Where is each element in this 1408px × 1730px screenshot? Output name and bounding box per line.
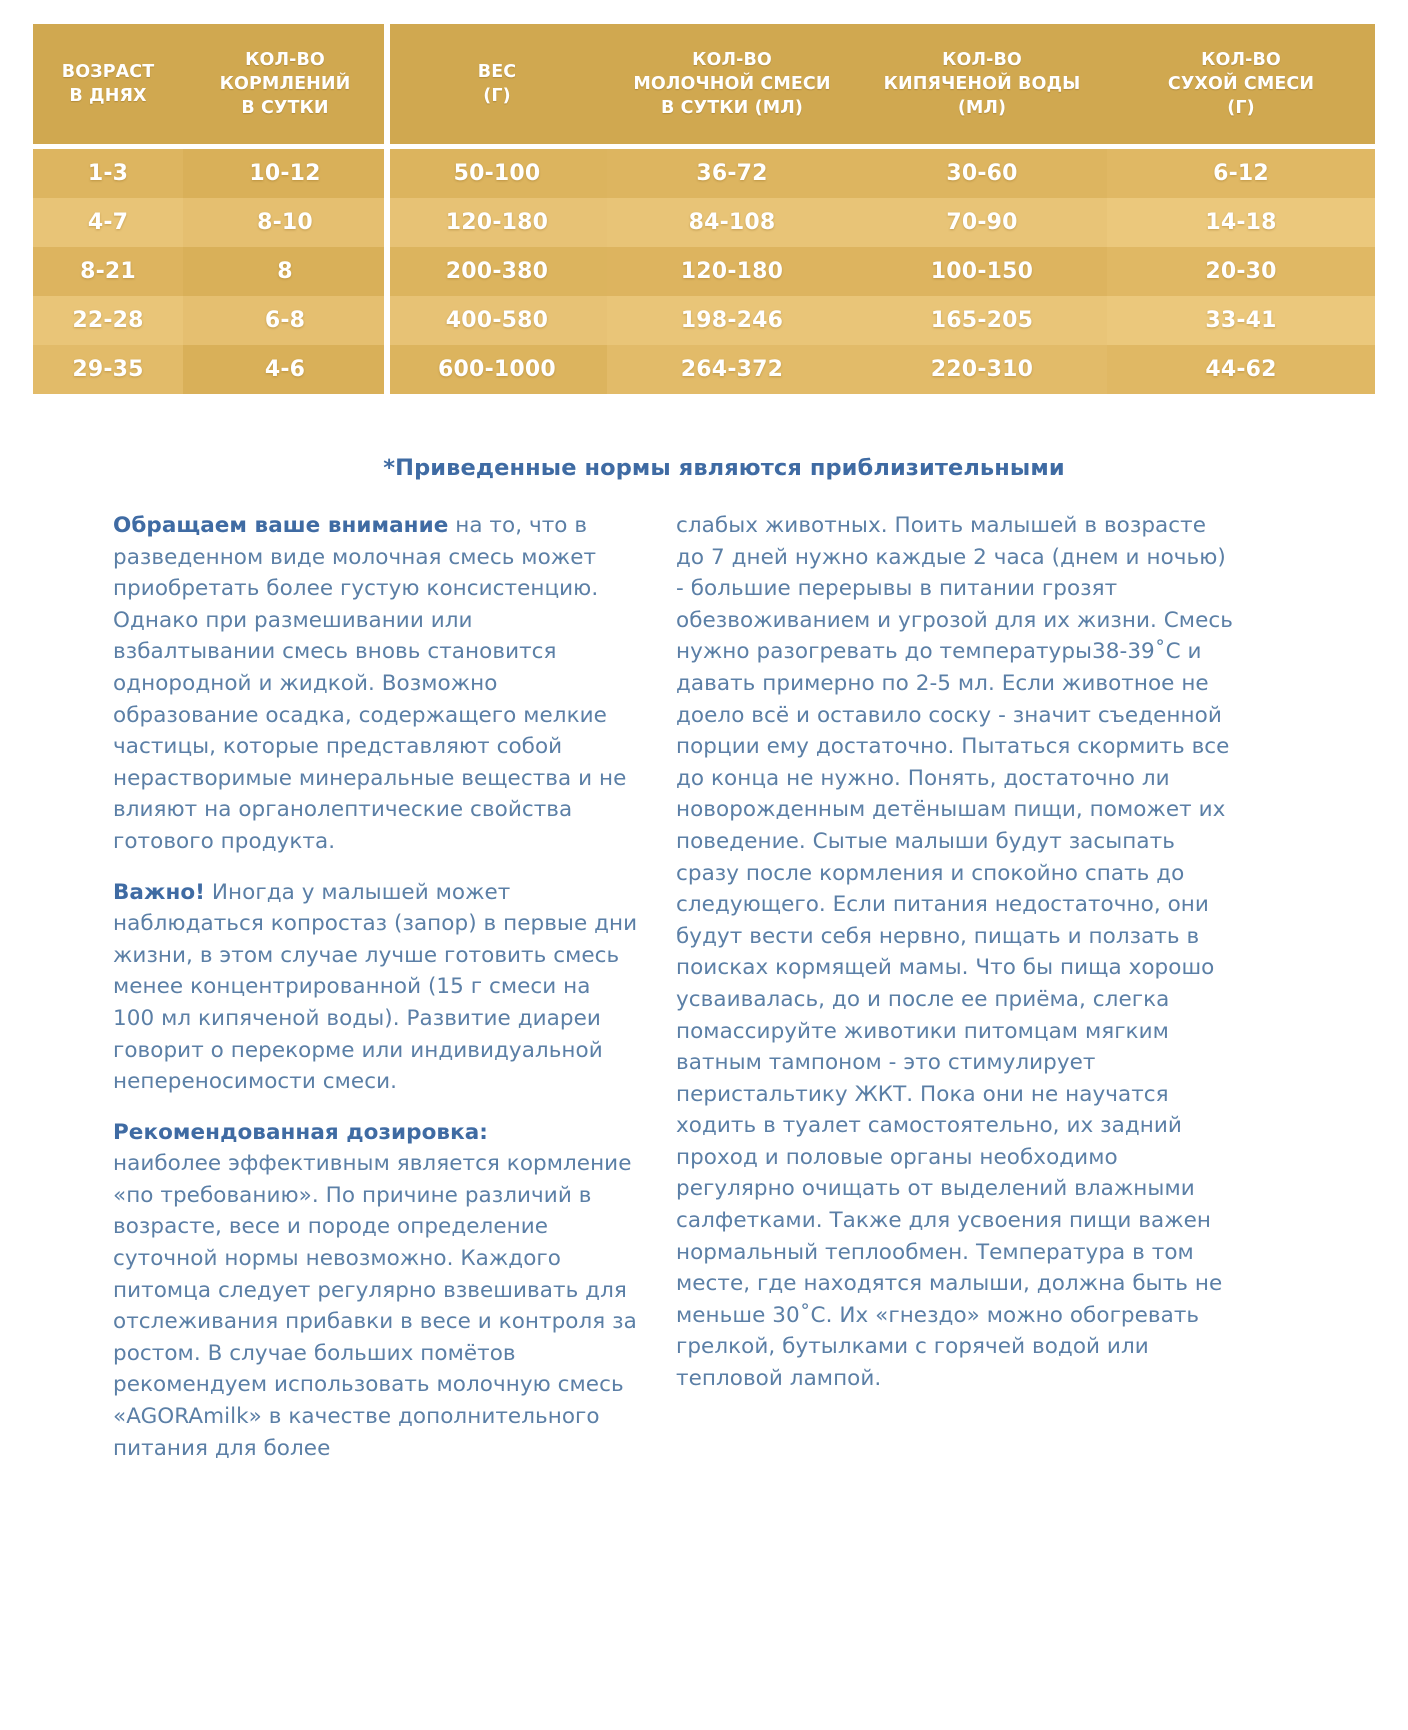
cell-age: 29-35 <box>33 345 183 394</box>
column-header-milk-formula-per-day <box>607 24 857 144</box>
table-row <box>33 198 1375 247</box>
cell-dry-formula: 20-30 <box>1107 247 1375 296</box>
paragraph-important <box>113 877 638 1098</box>
paragraph-attention <box>113 510 638 858</box>
cell-age: 1-3 <box>33 149 183 198</box>
attention-body-text: на то, что в разведенном виде молочная смесь может приобретать более густую консистенцию. Однако при размешивании или взбалтывании смесь вновь становится однородной и жидкой. Возможно образование осадка, содержащего мелкие частицы, которые представляют собой нерастворимые минеральные вещества и не влияют на органолептические свойства готового продукта. <box>113 513 627 854</box>
header-line: СУХОЙ СМЕСИ <box>1167 73 1315 94</box>
cell-milk-formula: 36-72 <box>607 149 857 198</box>
header-line: КОЛ-ВО <box>942 49 1022 70</box>
column-header-feedings-per-day <box>183 24 387 144</box>
approximate-norms-note: *Приведенные нормы являются приблизительными <box>383 455 1065 481</box>
cell-dry-formula: 6-12 <box>1107 149 1375 198</box>
cell-dry-formula: 14-18 <box>1107 198 1375 247</box>
feeding-norms-table <box>33 24 1375 394</box>
header-line: МОЛОЧНОЙ СМЕСИ <box>633 73 831 94</box>
cell-weight: 50-100 <box>387 149 607 198</box>
cell-milk-formula: 198-246 <box>607 296 857 345</box>
cell-age: 8-21 <box>33 247 183 296</box>
column-header-weight <box>387 24 607 144</box>
important-body-text: Иногда у малышей может наблюдаться копростаз (запор) в первые дни жизни, в этом случае лучше готовить смесь менее концентрированной (15 г смеси на 100 мл кипяченой воды). Развитие диареи говорит о перекорме или индивидуальной непереносимости смеси. <box>113 879 638 1095</box>
header-line: (Г) <box>483 86 511 106</box>
header-line: КИПЯЧЕНОЙ ВОДЫ <box>883 73 1081 94</box>
cell-feedings: 4-6 <box>183 345 387 394</box>
cell-dry-formula: 44-62 <box>1107 345 1375 394</box>
cell-dry-formula: 33-41 <box>1107 296 1375 345</box>
column-header-boiled-water <box>857 24 1107 144</box>
header-line: ВЕС <box>477 61 517 82</box>
header-line: ВОЗРАСТ <box>61 61 155 82</box>
recommended-dosage-body-text: наиболее эффективным является кормление «по требованию». По причине различий в возрасте, весе и породе определение суточной нормы невозможно. Каждого питомца следует регулярно взвешивать для отслеживания прибавки в весе и контроля за ростом. В случае больших помётов рекомендуем использовать молочную смесь «AGORAmilk» в качестве дополнительного питания для более <box>113 1151 637 1461</box>
table-row <box>33 345 1375 394</box>
cell-age: 4-7 <box>33 198 183 247</box>
left-text-column <box>0 510 648 1464</box>
header-line: В СУТКИ (МЛ) <box>661 98 803 119</box>
cell-feedings: 10-12 <box>183 149 387 198</box>
table-row <box>33 296 1375 345</box>
table-header <box>33 24 1375 149</box>
table-row <box>33 247 1375 296</box>
header-line: В ДНЯХ <box>69 86 147 106</box>
article-columns <box>0 510 1408 1464</box>
attention-lead-label: Обращаем ваше внимание <box>113 513 449 538</box>
table-row <box>33 149 1375 198</box>
paragraph-continuation: слабых животных. Поить малышей в возрасте до 7 дней нужно каждые 2 часа (днем и ночью) - большие перерывы в питании грозят обезвоживанием и угрозой для их жизни. Смесь нужно разогревать до температуры38-39˚С и давать примерно по 2-5 мл. Если животное не доело всё и оставило соску - значит съеденной порции ему достаточно. Пытаться скормить все до конца не нужно. Понять, достаточно ли новорожденным детёнышам пищи, поможет их поведение. Сытые малыши будут засыпать сразу после кормления и спокойно спать до следующего. Если питания недостаточно, они будут вести себя нервно, пищать и ползать в поисках кормящей мамы. Что бы пища хорошо усваивалась, до и после ее приёма, слегка помассируйте животики питомцам мягким ватным тампоном - это стимулирует перистальтику ЖКТ. Пока они не научатся ходить в туалет самостоятельно, их задний проход и половые органы необходимо регулярно очищать от выделений влажными салфетками. Также для усвоения пищи важен нормальный теплообмен. Температура в том месте, где находятся малыши, должна быть не меньше 30˚С. Их «гнездо» можно обогревать грелкой, бутылками с горячей водой или тепловой лампой. <box>676 513 1233 1392</box>
cell-milk-formula: 120-180 <box>607 247 857 296</box>
feeding-norms-table-container <box>33 24 1375 392</box>
cell-age: 22-28 <box>33 296 183 345</box>
header-line: (МЛ) <box>957 98 1007 119</box>
cell-feedings: 8-10 <box>183 198 387 247</box>
cell-boiled-water: 220-310 <box>857 345 1107 394</box>
cell-milk-formula: 84-108 <box>607 198 857 247</box>
header-line: КОЛ-ВО <box>1201 49 1281 70</box>
header-line: КОЛ-ВО <box>692 49 772 70</box>
cell-boiled-water: 165-205 <box>857 296 1107 345</box>
right-text-column <box>648 510 1408 1464</box>
recommended-dosage-heading: Рекомендованная дозировка: <box>113 1119 488 1145</box>
cell-weight: 600-1000 <box>387 345 607 394</box>
cell-feedings: 8 <box>183 247 387 296</box>
cell-feedings: 6-8 <box>183 296 387 345</box>
paragraph-recommended-dosage <box>113 1117 638 1465</box>
cell-weight: 120-180 <box>387 198 607 247</box>
cell-boiled-water: 100-150 <box>857 247 1107 296</box>
cell-weight: 200-380 <box>387 247 607 296</box>
header-line: В СУТКИ <box>241 98 329 119</box>
table-body <box>33 149 1375 394</box>
header-line: КОЛ-ВО КОРМЛЕНИЙ <box>219 49 351 94</box>
cell-boiled-water: 30-60 <box>857 149 1107 198</box>
column-header-age <box>33 24 183 144</box>
important-lead-label: Важно! <box>113 879 206 905</box>
column-header-dry-formula <box>1107 24 1375 144</box>
table-header-row <box>33 24 1375 144</box>
cell-weight: 400-580 <box>387 296 607 345</box>
header-line: (Г) <box>1227 98 1255 119</box>
cell-milk-formula: 264-372 <box>607 345 857 394</box>
cell-boiled-water: 70-90 <box>857 198 1107 247</box>
